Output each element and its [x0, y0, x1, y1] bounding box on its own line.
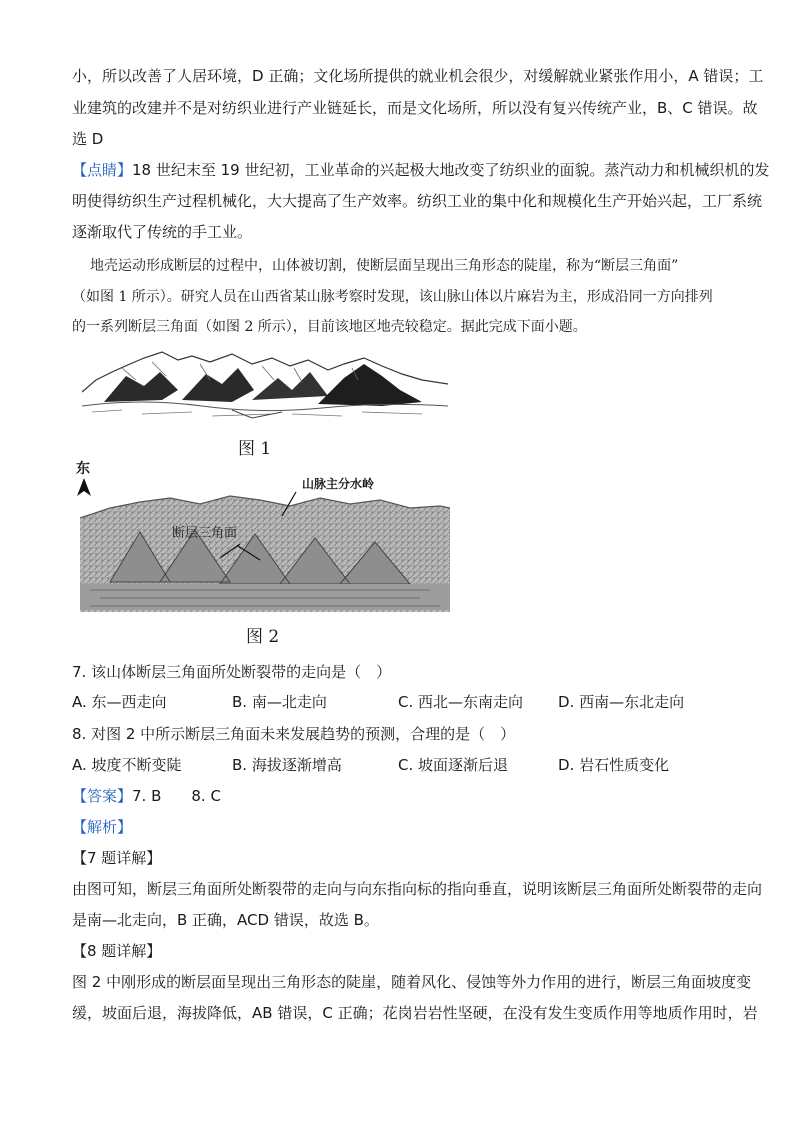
q8-option-c: C. 坡面逐渐后退 [398, 756, 509, 774]
text-line: 缓，坡面后退，海拔降低，AB 错误，C 正确；花岗岩岩性坚硬，在没有发生变质作用等地质作用时，岩 [72, 1004, 758, 1022]
dianjing-tag: 【点睛】 [72, 161, 133, 179]
context-line: 的一系列断层三角面（如图 2 所示），目前该地区地壳较稳定。据此完成下面小题。 [72, 319, 587, 335]
text-line: 逐渐取代了传统的手工业。 [72, 223, 253, 241]
q7-detail-tag: 【7 题详解】 [72, 849, 162, 867]
q7-option-d: D. 西南—东北走向 [558, 693, 685, 711]
context-line: （如图 1 所示）。研究人员在山西省某山脉考察时发现，该山脉山体以片麻岩为主，形成沿同一方向排列 [72, 289, 713, 305]
analysis-tag: 【解析】 [72, 818, 133, 836]
q8-option-a: A. 坡度不断变陡 [72, 756, 182, 774]
figure-2-image [70, 462, 450, 612]
text-line: 小，所以改善了人居环境，D 正确；文化场所提供的就业机会很少，对缓解就业紧张作用小，A 错误；工 [72, 67, 764, 85]
figure-1-image [82, 350, 448, 422]
question-8-stem: 8. 对图 2 中所示断层三角面未来发展趋势的预测，合理的是（ ） [72, 725, 516, 743]
q8-option-b: B. 海拔逐渐增高 [232, 756, 342, 774]
label-fault-facet: 断层三角面 [172, 526, 238, 541]
q7-option-a: A. 东—西走向 [72, 693, 167, 711]
text-line: 选 D [72, 130, 104, 148]
q8-option-d: D. 岩石性质变化 [558, 756, 670, 774]
compass-east-label: 东 [76, 461, 90, 477]
question-7-stem: 7. 该山体断层三角面所处断裂带的走向是（ ） [72, 663, 392, 681]
text-line: 业建筑的改建并不是对纺织业进行产业链延长，而是文化场所，所以没有复兴传统产业，B、C 错误。故 [72, 99, 758, 117]
context-line: 地壳运动形成断层的过程中，山体被切割，使断层面呈现出三角形态的陡崖，称为“断层三角面” [90, 258, 679, 274]
answer-tag: 【答案】 [72, 787, 133, 805]
figure-2-caption: 图 2 [246, 627, 280, 647]
text-line: 是南—北走向，B 正确，ACD 错误，故选 B。 [72, 911, 379, 929]
text-line: 图 2 中刚形成的断层面呈现出三角形态的陡崖，随着风化、侵蚀等外力作用的进行，断层三角面坡度变 [72, 973, 752, 991]
figure-1-caption: 图 1 [238, 439, 272, 459]
dianjing-line [72, 160, 770, 180]
dianjing-text: 18 世纪末至 19 世纪初，工业革命的兴起极大地改变了纺织业的面貌。蒸汽动力和机械织机的发 [132, 161, 770, 179]
label-main-ridge: 山脉主分水岭 [302, 477, 375, 491]
answer-line [72, 786, 221, 806]
answer-text: 7. B 8. C [132, 787, 221, 805]
east-arrow-icon [76, 478, 92, 498]
q8-detail-tag: 【8 题详解】 [72, 942, 162, 960]
text-line: 明使得纺织生产过程机械化，大大提高了生产效率。纺织工业的集中化和规模化生产开始兴起，工厂系统 [72, 192, 763, 210]
q7-option-b: B. 南—北走向 [232, 693, 327, 711]
text-line: 由图可知，断层三角面所处断裂带的走向与向东指向标的指向垂直，说明该断层三角面所处断裂带的走向 [72, 880, 763, 898]
q7-option-c: C. 西北—东南走向 [398, 693, 524, 711]
